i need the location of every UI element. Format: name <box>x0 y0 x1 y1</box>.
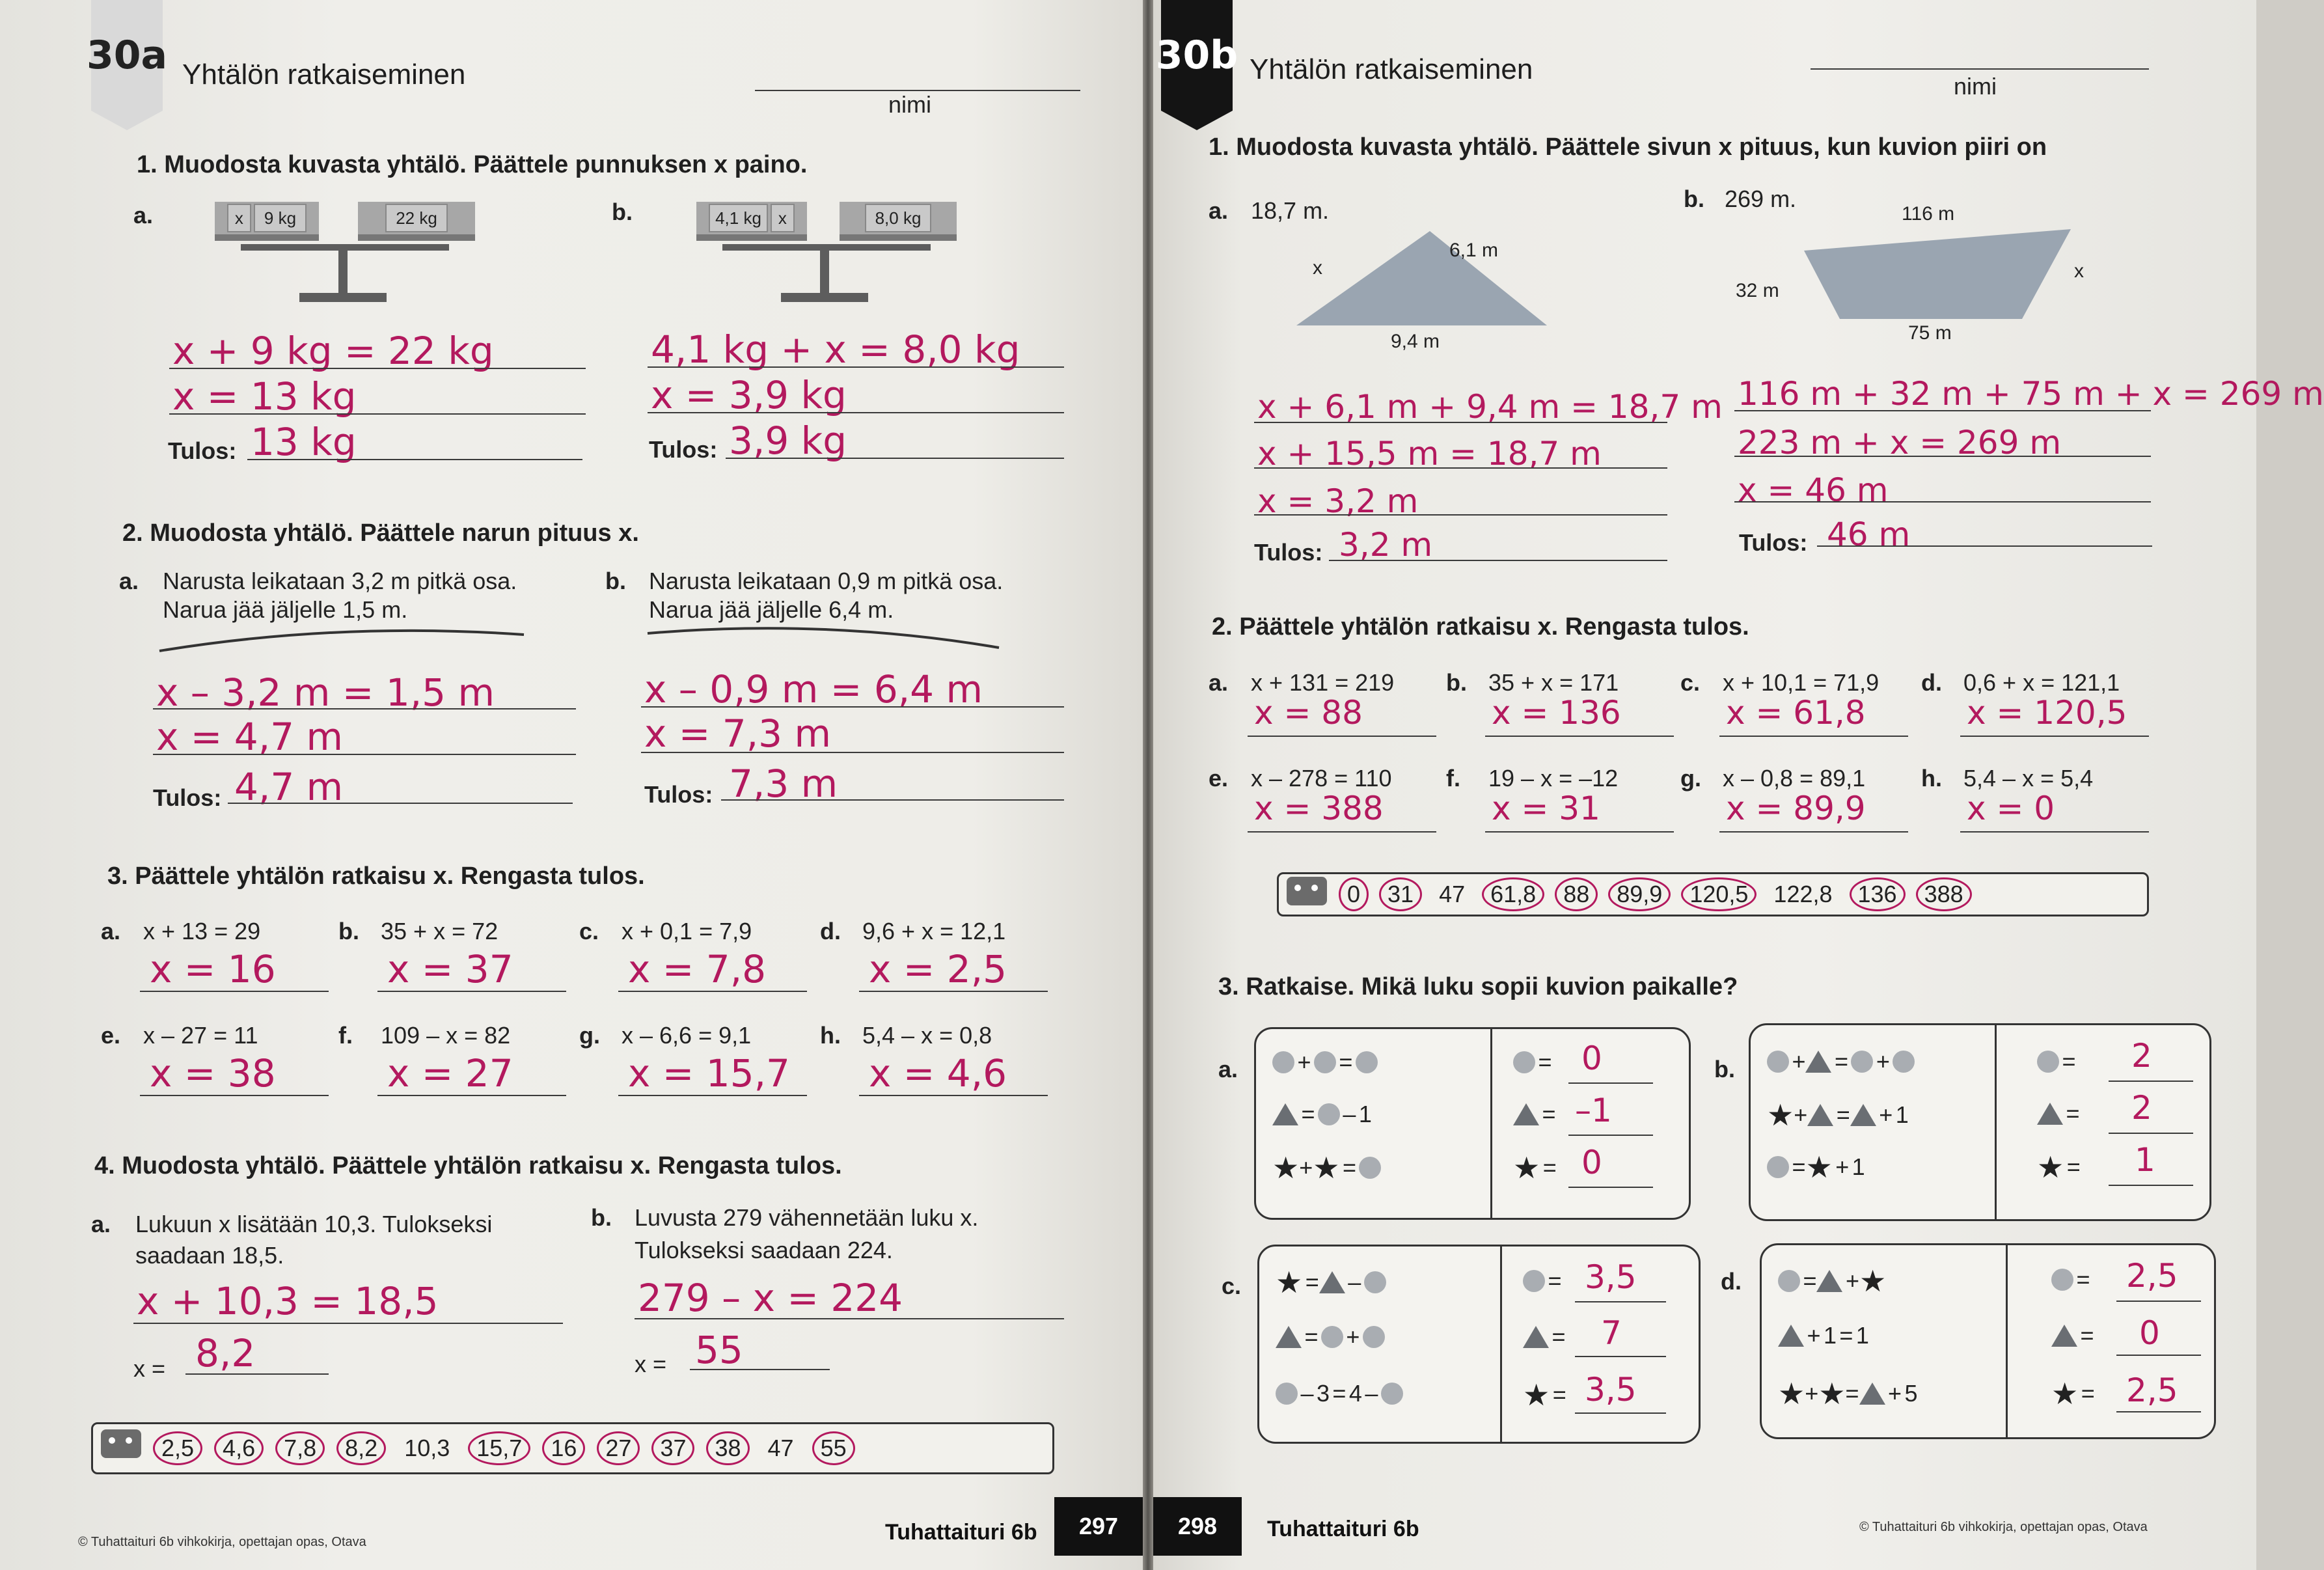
answer-circle: 2,5 <box>2126 1257 2178 1295</box>
star-icon: ★ <box>1313 1151 1340 1185</box>
section-tab-30b: 30b <box>1161 0 1233 111</box>
task1a-perimeter: 18,7 m. <box>1251 197 1330 224</box>
page-number: 298 <box>1153 1497 1242 1556</box>
answer-line <box>140 991 329 992</box>
answer-circle: 3,5 <box>1585 1258 1637 1296</box>
robot-icon <box>1287 877 1327 905</box>
circle-icon <box>1359 1157 1381 1179</box>
answer-line <box>1734 456 2151 457</box>
task4b-letter: b. <box>591 1204 612 1231</box>
circle-icon <box>1318 1103 1340 1125</box>
answer-line <box>859 991 1048 992</box>
task2b-tulos-label: Tulos: <box>644 781 713 808</box>
star-icon: ★ <box>2037 1150 2064 1184</box>
task4a-letter: a. <box>91 1211 111 1237</box>
copyright-footer: © Tuhattaituri 6b vihkokirja, opettajan opas, Otava <box>78 1535 366 1549</box>
task2-answer: x = 388 <box>1254 790 1384 827</box>
answer-line <box>859 1095 1048 1096</box>
task3-equation: x + 13 = 29 <box>143 918 261 944</box>
circle-icon <box>1272 1051 1294 1073</box>
answer-line <box>641 706 1064 708</box>
number-4: 4 <box>1348 1380 1362 1407</box>
task2-letter: h. <box>1921 765 1942 792</box>
task1b-line2: 223 m + x = 269 m <box>1738 424 2062 461</box>
triangle-side-x: x <box>1313 257 1322 279</box>
task1a-tulos-label: Tulos: <box>168 437 237 464</box>
trapezoid-side-75: 75 m <box>1908 322 1952 344</box>
circle-icon <box>1356 1051 1378 1073</box>
star-icon: ★ <box>1272 1151 1300 1185</box>
task2-equation: x + 131 = 219 <box>1251 669 1395 696</box>
triangle-icon <box>1523 1326 1549 1348</box>
answer-triangle: 0 <box>2139 1314 2160 1352</box>
task3-answer: x = 16 <box>150 947 276 991</box>
answer-line <box>1734 410 2151 411</box>
brand-footer: Tuhattaituri 6b <box>1267 1517 1419 1541</box>
triangle-icon <box>1850 1104 1876 1126</box>
answer-option: 37 <box>651 1431 694 1465</box>
star-icon: ★ <box>1818 1377 1846 1411</box>
answer-line <box>133 1323 563 1324</box>
answer-option: 89,9 <box>1608 877 1671 911</box>
task2-heading: 2. Päättele yhtälön ratkaisu x. Rengasta tulos. <box>1212 613 1749 640</box>
answer-line <box>1254 422 1667 423</box>
task4-heading: 4. Muodosta yhtälö. Päättele yhtälön ratkaisu x. Rengasta tulos. <box>94 1152 842 1179</box>
answer-line <box>1817 545 2152 547</box>
task2-answer: x = 89,9 <box>1726 790 1866 827</box>
task2-equation: x – 0,8 = 89,1 <box>1723 765 1866 792</box>
answer-line <box>153 754 576 755</box>
task3-equation: x – 27 = 11 <box>143 1022 258 1049</box>
circle-icon <box>1893 1051 1915 1073</box>
task3-letter: h. <box>820 1022 841 1049</box>
answer-line <box>169 368 586 369</box>
task2a-text1: Narusta leikataan 3,2 m pitkä osa. <box>163 568 517 594</box>
answer-triangle: 2 <box>2131 1089 2152 1127</box>
answer-line <box>721 799 1064 801</box>
scale-base <box>781 293 868 302</box>
star-icon: ★ <box>1805 1150 1833 1184</box>
task4b-x-label: x = <box>635 1351 667 1377</box>
task3-answer: x = 27 <box>387 1051 513 1095</box>
answer-triangle: 7 <box>1601 1314 1622 1352</box>
answer-circle: 2 <box>2131 1037 2152 1075</box>
answer-option: 4,6 <box>214 1431 264 1465</box>
trapezoid-side-32: 32 m <box>1736 280 1779 301</box>
triangle-icon <box>1807 1104 1833 1126</box>
task1b-tulos: 3,9 kg <box>729 419 847 463</box>
answer-option: 136 <box>1850 877 1906 911</box>
task1b-line3: x = 46 m <box>1738 471 1889 509</box>
task2-equation: 0,6 + x = 121,1 <box>1963 669 2120 696</box>
star-icon: ★ <box>1523 1378 1550 1412</box>
triangle-icon <box>1816 1270 1842 1292</box>
scale-post <box>338 244 348 296</box>
answer-line <box>726 458 1064 459</box>
task4b-line1: 279 – x = 224 <box>638 1276 903 1320</box>
circle-icon <box>2051 1269 2073 1291</box>
task1b-letter: b. <box>612 199 633 225</box>
weight-22kg: 22 kg <box>385 204 448 232</box>
task1a-line2: x = 13 kg <box>172 374 357 419</box>
task2-letter: d. <box>1921 669 1942 696</box>
name-line <box>1811 68 2149 70</box>
circle-icon <box>1276 1383 1298 1405</box>
answer-option: 0 <box>1339 877 1369 911</box>
task2b-text1: Narusta leikataan 0,9 m pitkä osa. <box>649 568 1004 594</box>
task2b-tulos: 7,3 m <box>729 762 838 806</box>
task3-heading: 3. Ratkaise. Mikä luku sopii kuvion paikalle? <box>1218 973 1738 1000</box>
answer-option: 2,5 <box>153 1431 202 1465</box>
task3d-letter: d. <box>1721 1268 1742 1295</box>
circle-icon <box>1523 1270 1545 1292</box>
answer-line <box>1719 831 1908 833</box>
trapezoid-side-116: 116 m <box>1902 203 1955 225</box>
task3-answer: x = 7,8 <box>628 947 767 991</box>
triangle-icon <box>1276 1326 1302 1348</box>
task4a-answer: 8,2 <box>195 1331 256 1375</box>
trapezoid-figure <box>1765 221 2103 332</box>
triangle-icon <box>1859 1383 1885 1405</box>
book-spine <box>1143 0 1153 1570</box>
task1a-tulos: 3,2 m <box>1339 526 1433 564</box>
task1a-line3: x = 3,2 m <box>1257 482 1419 520</box>
task3-equation: 35 + x = 72 <box>381 918 499 944</box>
scale-a-left-pan <box>215 202 319 241</box>
task1b-tulos-label: Tulos: <box>649 436 718 463</box>
task2-answer: x = 61,8 <box>1726 694 1866 732</box>
task1a-line2: x + 15,5 m = 18,7 m <box>1257 435 1602 473</box>
answer-line <box>618 991 807 992</box>
circle-icon <box>1851 1051 1873 1073</box>
answer-line <box>1485 831 1674 833</box>
page-title: Yhtälön ratkaiseminen <box>182 59 466 90</box>
answer-line <box>648 366 1064 368</box>
weight-x: x <box>227 204 251 232</box>
task1a-line1: x + 6,1 m + 9,4 m = 18,7 m <box>1257 388 1723 426</box>
answer-line <box>690 1369 830 1370</box>
trapezoid-side-x: x <box>2074 260 2084 282</box>
task2-letter: b. <box>1446 669 1467 696</box>
answer-option: 61,8 <box>1482 877 1544 911</box>
puzzle-box-b: + = + ★+ = + 1 =★ + 1 = = ★ = 2 2 1 <box>1749 1023 2211 1221</box>
task1b-perimeter: 269 m. <box>1725 186 1797 212</box>
answer-line <box>140 1095 329 1096</box>
task1b-letter: b. <box>1684 186 1704 212</box>
answer-line <box>635 1318 1064 1319</box>
star-icon: ★ <box>1513 1151 1540 1185</box>
scale-base <box>299 293 387 302</box>
task3-letter: f. <box>338 1022 353 1049</box>
weight-9kg: 9 kg <box>254 204 307 232</box>
triangle-side-6-1: 6,1 m <box>1449 240 1499 261</box>
answer-line <box>648 412 1064 413</box>
circle-icon <box>1363 1326 1385 1348</box>
answer-option: 55 <box>812 1431 855 1465</box>
triangle-icon <box>1272 1103 1298 1125</box>
task3-answer: x = 37 <box>387 947 513 991</box>
task2b-text2: Narua jää jäljelle 6,4 m. <box>649 596 894 623</box>
number-3: 3 <box>1316 1380 1330 1407</box>
answer-line <box>1329 560 1667 561</box>
robot-icon <box>101 1429 141 1458</box>
answer-line <box>1960 831 2149 833</box>
answer-option: 120,5 <box>1681 877 1757 911</box>
scale-b-left-pan <box>696 202 807 241</box>
answer-line <box>1248 736 1436 737</box>
circle-icon <box>1381 1383 1403 1405</box>
task1b-tulos-label: Tulos: <box>1739 529 1808 556</box>
triangle-icon <box>1513 1103 1539 1125</box>
answer-option: 15,7 <box>468 1431 530 1465</box>
task2-answer: x = 88 <box>1254 694 1363 732</box>
task2b-letter: b. <box>605 568 626 594</box>
task2-letter: a. <box>1209 669 1229 696</box>
task4b-answer: 55 <box>695 1328 743 1372</box>
task1a-tulos: 13 kg <box>251 420 357 464</box>
task3-heading: 3. Päättele yhtälön ratkaisu x. Rengasta tulos. <box>107 862 645 890</box>
right-page <box>1153 0 2324 1570</box>
answer-line <box>169 413 586 415</box>
task3-letter: a. <box>101 918 121 944</box>
task2-letter: e. <box>1209 765 1229 792</box>
puzzle-box-d: = +★ + 1 = 1 ★+★= + 5 = = ★ = 2,5 0 2,5 <box>1760 1243 2216 1439</box>
task2-answer: x = 31 <box>1492 790 1600 827</box>
task1-heading: 1. Muodosta kuvasta yhtälö. Päättele punnuksen x paino. <box>137 151 808 178</box>
task3-letter: e. <box>101 1022 121 1049</box>
task2-answer: x = 0 <box>1967 790 2055 827</box>
answer-line <box>377 991 566 992</box>
answer-line <box>618 1095 807 1096</box>
star-icon: ★ <box>1767 1098 1794 1132</box>
answer-bank-left <box>91 1422 1054 1474</box>
rope-b <box>644 622 1002 654</box>
scale-b-right-pan <box>840 202 957 241</box>
task1-heading: 1. Muodosta kuvasta yhtälö. Päättele sivun x pituus, kun kuvion piiri on <box>1209 133 2047 161</box>
task2a-line1: x – 3,2 m = 1,5 m <box>156 670 495 715</box>
puzzle-box-c: ★ = – = + – 3 = 4 – = = ★ = 3,5 7 3,5 <box>1257 1245 1701 1444</box>
task2b-line2: x = 7,3 m <box>644 711 831 756</box>
task2-equation: x + 10,1 = 71,9 <box>1723 669 1880 696</box>
answer-star: 0 <box>1581 1144 1602 1181</box>
answer-option: 47 <box>1439 881 1466 907</box>
answer-line <box>185 1373 329 1375</box>
task3-letter: d. <box>820 918 841 944</box>
answer-star: 1 <box>2135 1141 2155 1179</box>
task2-heading: 2. Muodosta yhtälö. Päättele narun pituus x. <box>122 519 639 547</box>
task3-answer: x = 38 <box>150 1051 276 1095</box>
name-label: nimi <box>1954 73 1997 100</box>
task1a-line1: x + 9 kg = 22 kg <box>172 329 494 373</box>
task3-answer: x = 4,6 <box>869 1051 1007 1095</box>
task1a-tulos-label: Tulos: <box>1254 539 1323 566</box>
circle-icon <box>1778 1270 1800 1292</box>
answer-line <box>1734 501 2151 503</box>
star-icon: ★ <box>1859 1264 1887 1298</box>
triangle-icon <box>2051 1325 2077 1347</box>
answer-line <box>1485 736 1674 737</box>
number-1: 1 <box>1855 1322 1869 1349</box>
triangle-icon <box>1319 1271 1345 1293</box>
triangle-icon <box>1778 1325 1804 1347</box>
task2a-line2: x = 4,7 m <box>156 715 343 759</box>
balance-scale-b <box>696 202 957 312</box>
answer-line <box>228 803 573 804</box>
task3-letter: b. <box>338 918 359 944</box>
task3-answer: x = 15,7 <box>628 1051 790 1095</box>
answer-option: 31 <box>1379 877 1422 911</box>
task3-equation: x – 6,6 = 9,1 <box>622 1022 752 1049</box>
answer-option: 88 <box>1555 877 1598 911</box>
weight-8-0kg: 8,0 kg <box>865 204 932 232</box>
circle-icon <box>1767 1156 1789 1178</box>
answer-line <box>153 708 576 709</box>
task2a-text2: Narua jää jäljelle 1,5 m. <box>163 596 408 623</box>
answer-circle: 0 <box>1581 1040 1602 1077</box>
task3-equation: 9,6 + x = 12,1 <box>862 918 1006 944</box>
section-tab-30a: 30a <box>91 0 163 111</box>
answer-option: 38 <box>706 1431 749 1465</box>
circle-icon <box>1321 1326 1343 1348</box>
task2-equation: 5,4 – x = 5,4 <box>1963 765 2094 792</box>
task2-letter: f. <box>1446 765 1460 792</box>
task1a-letter: a. <box>1209 197 1229 224</box>
answer-line <box>1254 467 1667 469</box>
task1a-letter: a. <box>133 202 154 228</box>
circle-icon <box>1767 1051 1789 1073</box>
number-1: 1 <box>1358 1101 1372 1127</box>
answer-line <box>1254 514 1667 516</box>
number-1: 1 <box>1823 1322 1837 1349</box>
number-5: 5 <box>1904 1380 1918 1407</box>
task1b-line2: x = 3,9 kg <box>651 373 847 417</box>
task2-answer: x = 136 <box>1492 694 1621 732</box>
task3a-letter: a. <box>1218 1056 1238 1082</box>
task4b-text2: Tulokseksi saadaan 224. <box>635 1237 893 1263</box>
left-page <box>0 0 1143 1570</box>
puzzle-box-a: + = = – 1 ★+★ = = = ★ = 0 –1 0 <box>1254 1027 1691 1220</box>
scale-a-right-pan <box>358 202 475 241</box>
triangle-icon <box>2037 1103 2063 1125</box>
rope-a <box>156 625 527 657</box>
answer-option: 16 <box>542 1431 585 1465</box>
answer-triangle: –1 <box>1575 1092 1612 1129</box>
task4a-x-label: x = <box>133 1355 166 1382</box>
triangle-side-9-4: 9,4 m <box>1391 331 1440 352</box>
task4a-line1: x + 10,3 = 18,5 <box>137 1279 439 1323</box>
task2-answer: x = 120,5 <box>1967 694 2127 732</box>
answer-line <box>377 1095 566 1096</box>
circle-icon <box>2037 1051 2059 1073</box>
task1b-tulos: 46 m <box>1827 516 1911 553</box>
answer-star: 2,5 <box>2126 1371 2178 1409</box>
answer-line <box>1248 831 1436 833</box>
task2-equation: x – 278 = 110 <box>1251 765 1392 792</box>
task2-equation: 35 + x = 171 <box>1488 669 1619 696</box>
task2-letter: g. <box>1680 765 1701 792</box>
answer-line <box>641 752 1064 753</box>
task3-equation: 5,4 – x = 0,8 <box>862 1022 992 1049</box>
answer-line <box>1960 736 2149 737</box>
number-1: 1 <box>1895 1101 1909 1128</box>
number-1: 1 <box>1852 1153 1865 1180</box>
page-number: 297 <box>1054 1497 1143 1556</box>
brand-footer: Tuhattaituri 6b <box>885 1520 1037 1545</box>
task4a-text1: Lukuun x lisätään 10,3. Tulokseksi <box>135 1211 493 1237</box>
task2b-line1: x – 0,9 m = 6,4 m <box>644 667 983 711</box>
answer-option: 7,8 <box>275 1431 325 1465</box>
page-title: Yhtälön ratkaiseminen <box>1250 53 1533 85</box>
task3-equation: 109 – x = 82 <box>381 1022 511 1049</box>
balance-scale-a <box>215 202 475 312</box>
task3b-letter: b. <box>1714 1056 1735 1082</box>
task1b-line1: 116 m + 32 m + 75 m + x = 269 m <box>1738 375 2324 413</box>
task3-letter: g. <box>579 1022 600 1049</box>
answer-star: 3,5 <box>1585 1371 1637 1409</box>
answer-option: 27 <box>597 1431 640 1465</box>
answer-option: 10,3 <box>404 1435 450 1461</box>
circle-icon <box>1314 1051 1336 1073</box>
weight-x: x <box>771 204 795 232</box>
task4b-text1: Luvusta 279 vähennetään luku x. <box>635 1204 979 1231</box>
task2a-tulos-label: Tulos: <box>153 784 222 811</box>
task2a-tulos: 4,7 m <box>234 765 344 809</box>
answer-line <box>247 459 582 460</box>
circle-icon <box>1364 1271 1386 1293</box>
answer-option: 8,2 <box>336 1431 386 1465</box>
task3-equation: x + 0,1 = 7,9 <box>622 918 752 944</box>
task2-equation: 19 – x = –12 <box>1488 765 1619 792</box>
answer-bank-right <box>1277 872 2149 916</box>
task2a-letter: a. <box>119 568 139 594</box>
answer-option: 388 <box>1916 877 1972 911</box>
task4a-text2: saadaan 18,5. <box>135 1242 284 1269</box>
task2-letter: c. <box>1680 669 1701 696</box>
answer-line <box>1719 736 1908 737</box>
triangle-icon <box>1805 1051 1831 1073</box>
task3-answer: x = 2,5 <box>869 947 1007 991</box>
task3-letter: c. <box>579 918 599 944</box>
task1b-line1: 4,1 kg + x = 8,0 kg <box>651 327 1020 372</box>
star-icon: ★ <box>2051 1377 2079 1411</box>
star-icon: ★ <box>1276 1265 1303 1299</box>
star-icon: ★ <box>1778 1377 1805 1411</box>
answer-option: 47 <box>767 1435 794 1461</box>
answer-option: 122,8 <box>1773 881 1833 907</box>
copyright-footer: © Tuhattaituri 6b vihkokirja, opettajan opas, Otava <box>1859 1520 2148 1534</box>
circle-icon <box>1513 1051 1535 1073</box>
scale-post <box>820 244 829 296</box>
name-label: nimi <box>888 91 932 118</box>
weight-4-1kg: 4,1 kg <box>709 204 768 232</box>
task3c-letter: c. <box>1222 1273 1242 1299</box>
